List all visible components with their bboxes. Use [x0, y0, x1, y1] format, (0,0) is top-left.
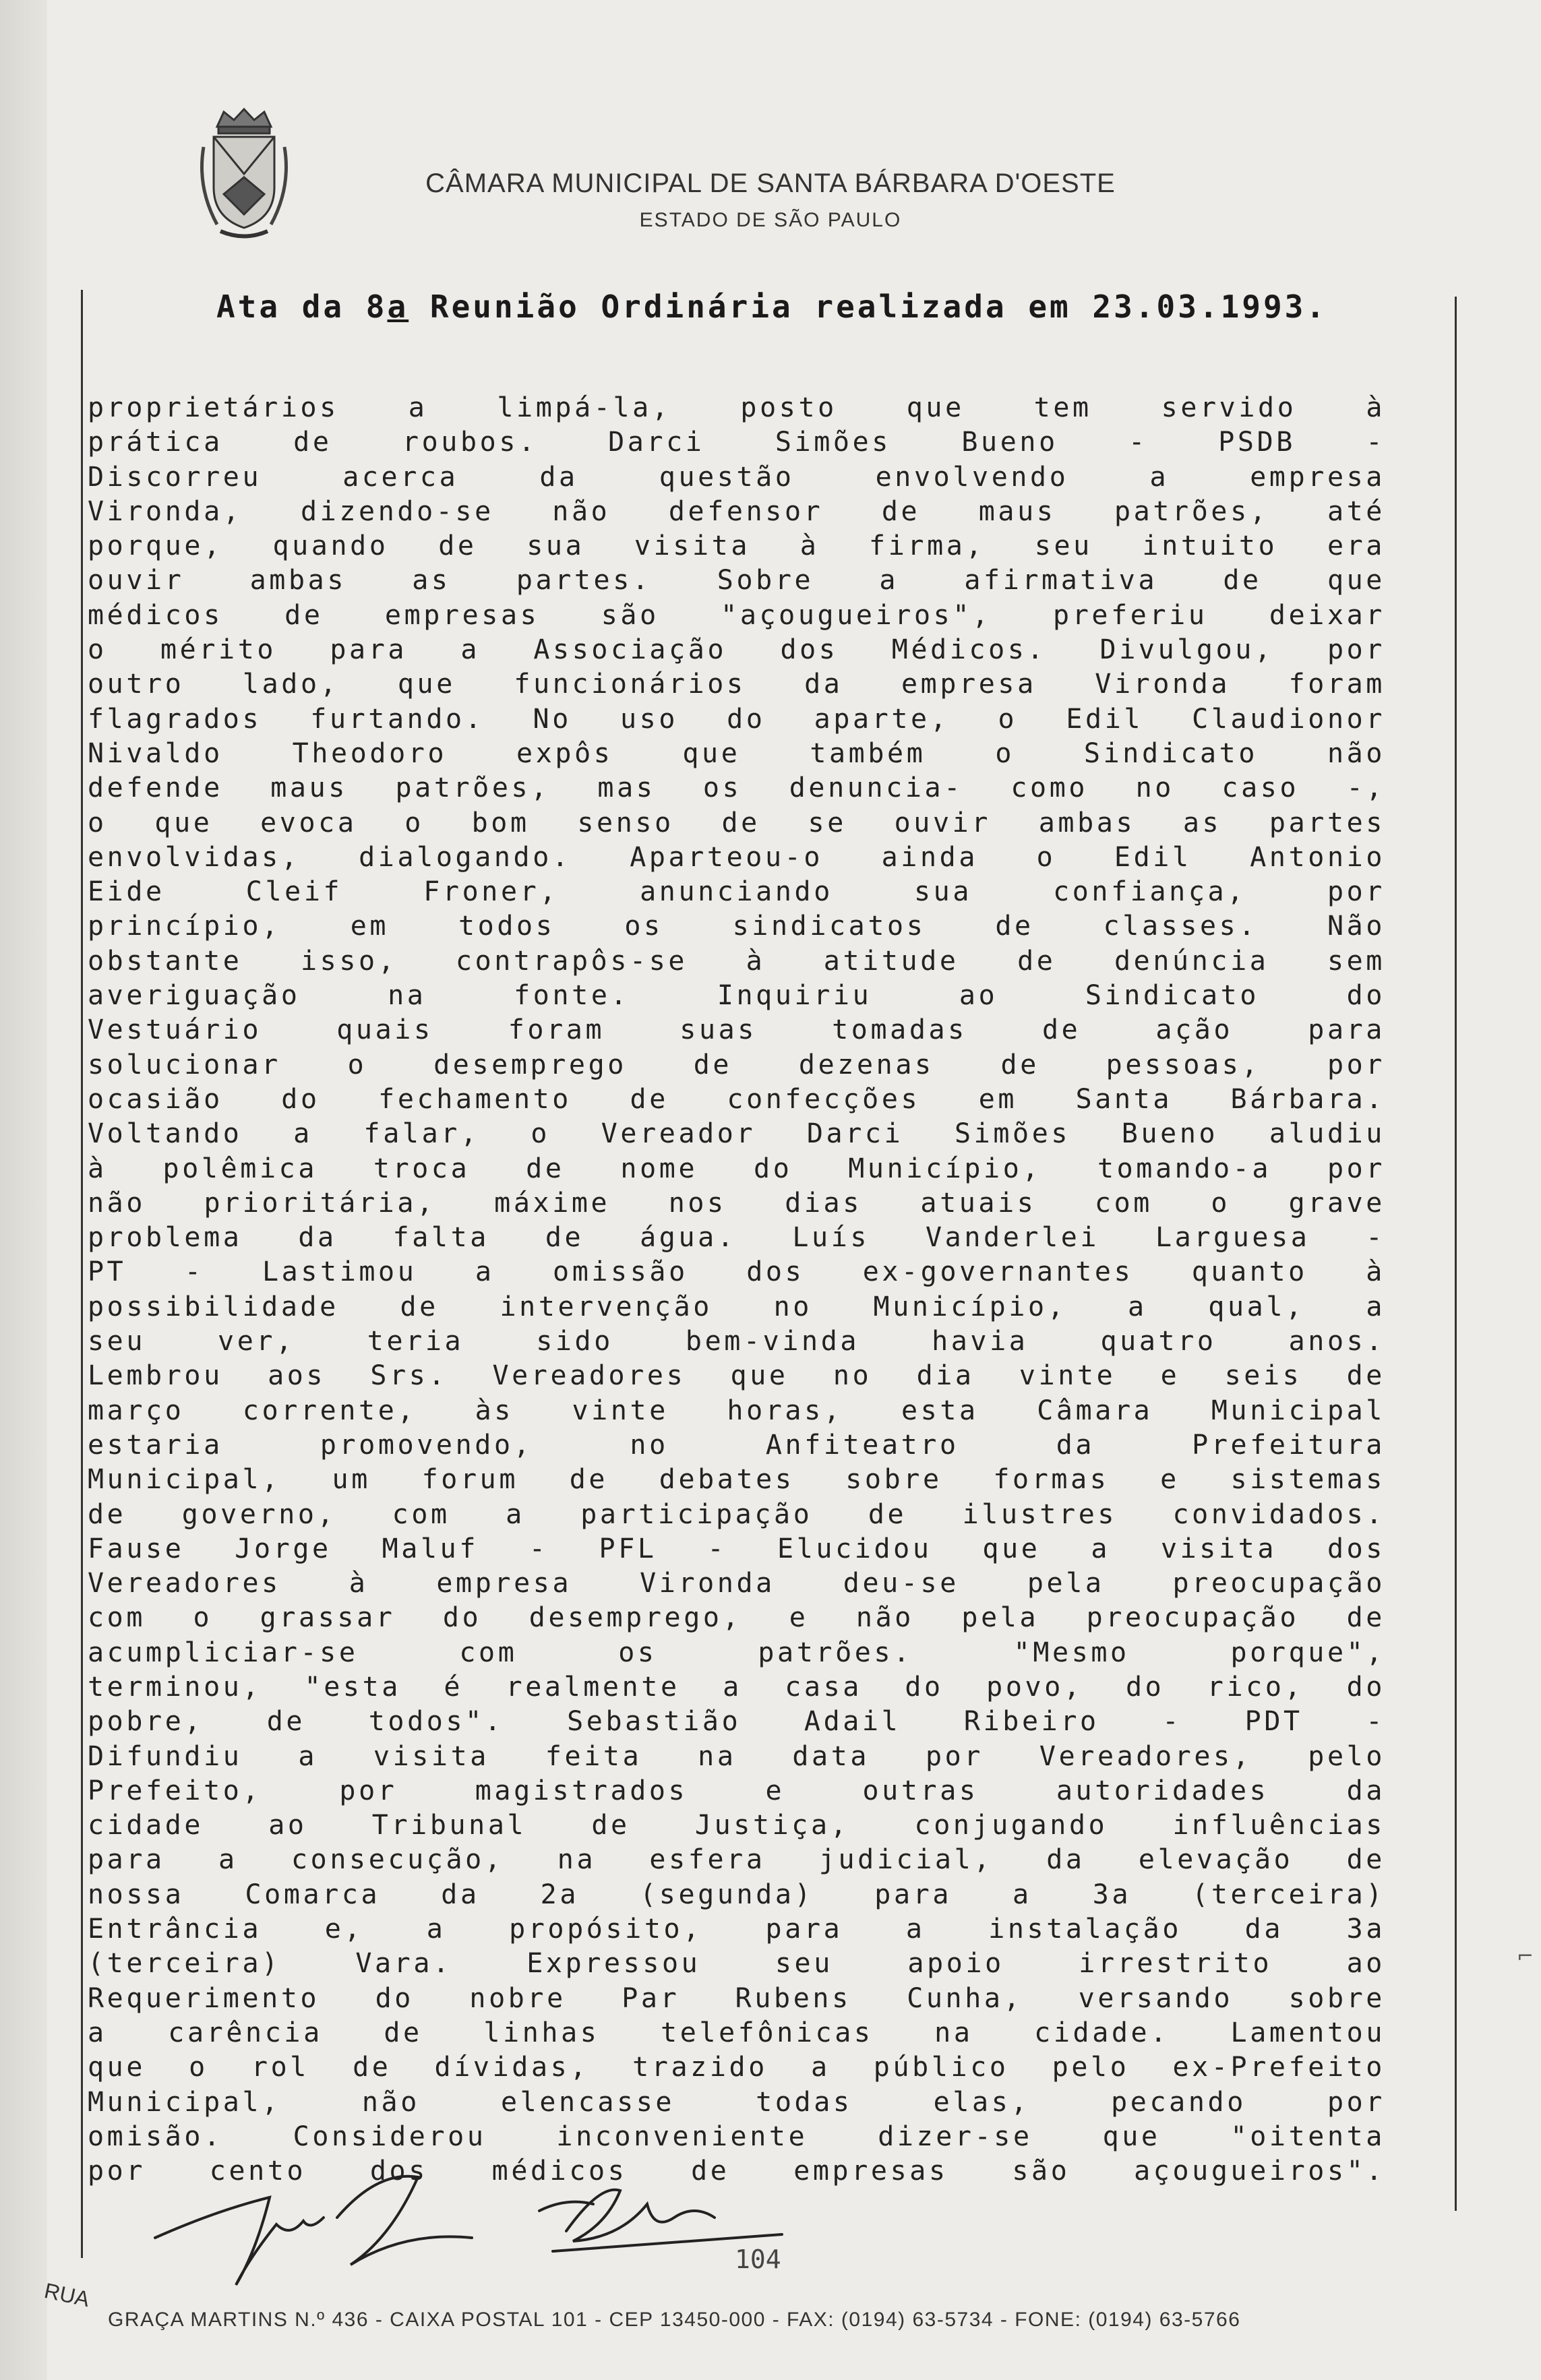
- body-line: Municipal, um forum de debates sobre formas e sistemas: [88, 1464, 1385, 1496]
- body-line: envolvidas, dialogando. Aparteou-o ainda o Edil Antonio: [88, 841, 1385, 873]
- body-line: o que evoca o bom senso de se ouvir ambas as partes: [88, 807, 1385, 838]
- body-line: a carência de linhas telefônicas na cidade. Lamentou: [88, 2017, 1385, 2048]
- body-line: porque, quando de sua visita à firma, seu intuito era: [88, 530, 1385, 562]
- body-line: Municipal, não elencasse todas elas, pecando por: [88, 2086, 1385, 2118]
- body-line: nossa Comarca da 2a (segunda) para a 3a (terceira): [88, 1879, 1385, 1910]
- body-line: ocasião do fechamento de confecções em Santa Bárbara.: [88, 1083, 1385, 1115]
- body-line: outro lado, que funcionários da empresa Vironda foram: [88, 669, 1385, 700]
- minutes-heading: [88, 288, 1456, 325]
- body-line: terminou, "esta é realmente a casa do povo, do rico, do: [88, 1671, 1385, 1703]
- body-line: Vestuário quais foram suas tomadas de ação para: [88, 1014, 1385, 1046]
- body-line: ouvir ambas as partes. Sobre a afirmativa de que: [88, 565, 1385, 597]
- body-line: Vironda, dizendo-se não defensor de maus patrões, até: [88, 495, 1385, 527]
- body-line: Voltando a falar, o Vereador Darci Simões Bueno aludiu: [88, 1118, 1385, 1150]
- body-line: Fause Jorge Maluf - PFL - Elucidou que a visita dos: [88, 1533, 1385, 1564]
- body-line: acumpliciar-se com os patrões. "Mesmo porque",: [88, 1637, 1385, 1668]
- body-line: Entrância e, a propósito, para a instalação da 3a: [88, 1914, 1385, 1945]
- minutes-body: [88, 391, 1385, 2189]
- body-line: omisão. Considerou inconveniente dizer-se que "oitenta: [88, 2120, 1385, 2152]
- body-line: Nivaldo Theodoro expôs que também o Sindicato não: [88, 737, 1385, 769]
- heading-ordinal: a: [387, 288, 409, 325]
- footer-address: GRAÇA MARTINS N.º 436 - CAIXA POSTAL 101 - CEP 13450-000 - FAX: (0194) 63-5734 - FONE: (0194) 63-5766: [108, 2309, 1241, 2331]
- body-line: de governo, com a participação de ilustres convidados.: [88, 1498, 1385, 1530]
- page-fold-shadow: [0, 0, 47, 2380]
- body-line: obstante isso, contrapôs-se à atitude de denúncia sem: [88, 945, 1385, 977]
- body-line: possibilidade de intervenção no Município, a qual, a: [88, 1291, 1385, 1322]
- body-line: pobre, de todos". Sebastião Adail Ribeiro - PDT -: [88, 1706, 1385, 1738]
- body-line: seu ver, teria sido bem-vinda havia quatro anos.: [88, 1326, 1385, 1357]
- right-margin-rule: [1455, 297, 1457, 2211]
- body-line: Requerimento do nobre Par Rubens Cunha, versando sobre: [88, 1982, 1385, 2014]
- body-line: (terceira) Vara. Expressou seu apoio irrestrito ao: [88, 1948, 1385, 1980]
- body-line: solucionar o desemprego de dezenas de pessoas, por: [88, 1049, 1385, 1080]
- state-subtitle: ESTADO DE SÃO PAULO: [639, 209, 902, 231]
- body-line: proprietários a limpá-la, posto que tem servido à: [88, 392, 1385, 423]
- body-line: Difundiu a visita feita na data por Vereadores, pelo: [88, 1740, 1385, 1772]
- body-line: defende maus patrões, mas os denuncia- como no caso -,: [88, 772, 1385, 804]
- body-line: março corrente, às vinte horas, esta Câmara Municipal: [88, 1395, 1385, 1426]
- body-line: problema da falta de água. Luís Vanderlei Larguesa -: [88, 1222, 1385, 1254]
- body-line: PT - Lastimou a omissão dos ex-governantes quanto à: [88, 1256, 1385, 1288]
- heading-suffix: Reunião Ordinária realizada em 23.03.1993.: [409, 288, 1328, 325]
- body-line: Prefeito, por magistrados e outras autoridades da: [88, 1775, 1385, 1806]
- left-margin-rule: [81, 290, 83, 2258]
- body-line: flagrados furtando. No uso do aparte, o Edil Claudionor: [88, 703, 1385, 735]
- body-line: Discorreu acerca da questão envolvendo a empresa: [88, 461, 1385, 493]
- heading-prefix: Ata da 8: [216, 288, 388, 325]
- letterhead-footer: [27, 2278, 1510, 2352]
- body-line: princípio, em todos os sindicatos de classes. Não: [88, 911, 1385, 942]
- body-line: averiguação na fonte. Inquiriu ao Sindicato do: [88, 980, 1385, 1012]
- body-line: Vereadores à empresa Vironda deu-se pela preocupação: [88, 1568, 1385, 1599]
- body-line: à polêmica troca de nome do Município, tomando-a por: [88, 1153, 1385, 1184]
- margin-mark: ⌐: [1517, 1945, 1534, 1968]
- body-line: Eide Cleif Froner, anunciando sua confiança, por: [88, 876, 1385, 908]
- body-line: não prioritária, máxime nos dias atuais com o grave: [88, 1187, 1385, 1219]
- body-line: por cento dos médicos de empresas são açougueiros".: [88, 2156, 1385, 2187]
- body-line: o mérito para a Associação dos Médicos. Divulgou, por: [88, 634, 1385, 666]
- body-line: médicos de empresas são "açougueiros", preferiu deixar: [88, 599, 1385, 631]
- body-line: cidade ao Tribunal de Justiça, conjugando influências: [88, 1810, 1385, 1841]
- body-line: prática de roubos. Darci Simões Bueno - PSDB -: [88, 427, 1385, 458]
- footer-rua: RUA: [42, 2278, 92, 2312]
- page-number: 104: [735, 2245, 781, 2274]
- body-line: que o rol de dívidas, trazido a público pelo ex-Prefeito: [88, 2052, 1385, 2083]
- body-line: Lembrou aos Srs. Vereadores que no dia vinte e seis de: [88, 1360, 1385, 1392]
- institution-title: CÂMARA MUNICIPAL DE SANTA BÁRBARA D'OESTE: [425, 169, 1116, 198]
- body-line: estaria promovendo, no Anfiteatro da Prefeitura: [88, 1429, 1385, 1461]
- body-line: para a consecução, na esfera judicial, da elevação de: [88, 1844, 1385, 1876]
- body-line: com o grassar do desemprego, e não pela preocupação de: [88, 1602, 1385, 1634]
